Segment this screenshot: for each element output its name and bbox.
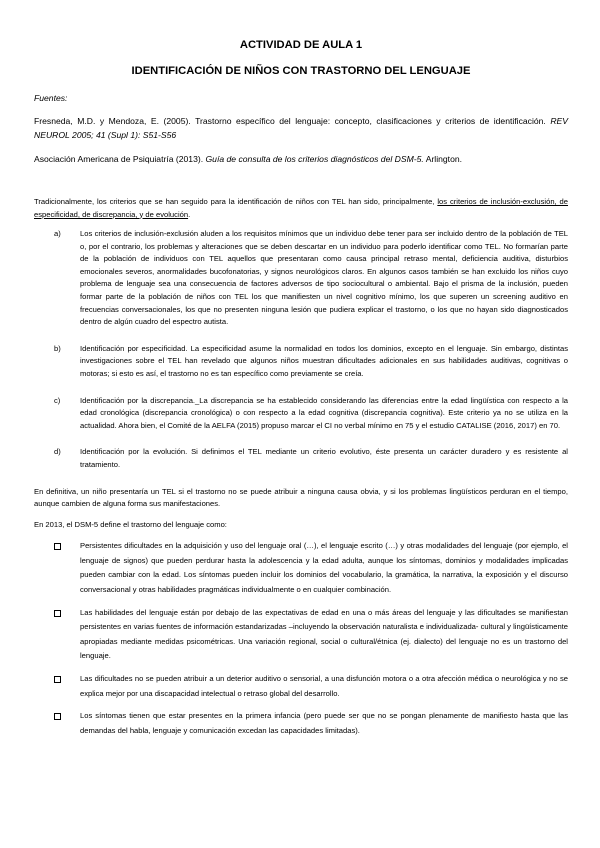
reference-1 bbox=[34, 114, 568, 142]
criteria-text: Identificación por la discrepancia._La discrepancia se ha establecido considerando las diferencias entre la edad lingüística con respecto a la edad cronológica (discrepancia cronológica) o con respecto a la edad cognitiva (discrepancia cognitiva). Este criterio ya no se utiliza en la actualidad. Ahora bien, el Comité de la AELFA (2015) propuso marcar el CI no verbal mínimo en 75 y el estudio CATALISE (2016, 2017) en 70. bbox=[80, 395, 568, 430]
reference-2-title: Guía de consulta de los criterios diagnósticos del DSM-5. bbox=[205, 154, 424, 164]
reference-2-place: Arlington. bbox=[423, 154, 463, 164]
criteria-list bbox=[34, 228, 568, 472]
criteria-marker: d) bbox=[54, 447, 61, 457]
reference-1-journal: REV NEUROL 2005; 41 (Supl 1): S51-S56 bbox=[34, 116, 568, 140]
document-title: ACTIVIDAD DE AULA 1 bbox=[239, 39, 363, 51]
criteria-item bbox=[34, 446, 568, 471]
document-subtitle: IDENTIFICACIÓN DE NIÑOS CON TRASTORNO DEL LENGUAJE bbox=[131, 65, 471, 77]
intro-underlined: los criterios de inclusión-exclusión, de especificidad, de discrepancia, y de evolución bbox=[34, 197, 569, 219]
dsm-criteria-list bbox=[34, 539, 568, 738]
checkbox-bullet-icon bbox=[54, 713, 61, 720]
intro-after: . bbox=[188, 209, 191, 219]
reference-2-authors: Asociación Americana de Psiquiatría (2013). bbox=[34, 154, 206, 164]
criteria-marker: b) bbox=[54, 343, 61, 353]
criteria-marker: a) bbox=[54, 229, 61, 238]
intro-paragraph bbox=[34, 196, 568, 221]
checkbox-bullet-icon bbox=[54, 543, 61, 550]
sources-label: Fuentes: bbox=[34, 93, 68, 103]
checkbox-bullet-icon bbox=[54, 610, 61, 617]
dsm-criteria-item bbox=[34, 606, 568, 664]
dsm-intro: En 2013, el DSM-5 define el trastorno del lenguaje como: bbox=[34, 519, 227, 529]
dsm-criteria-text: Los síntomas tienen que estar presentes en la primera infancia (pero puede ser que no se pongan plenamente de manifiesto hasta que las demandas del habla, lenguaje y comunicación excedan las capacidades limitadas). bbox=[80, 711, 568, 735]
dsm-criteria-item bbox=[34, 539, 568, 597]
conclusion-paragraph: En definitiva, un niño presentaría un TEL si el trastorno no se puede atribuir a ninguna causa obvia, y si los problemas lingüísticos perduran en el tiempo, aunque cambien de alguna forma sus manifestaciones. bbox=[34, 486, 568, 509]
criteria-marker: c) bbox=[54, 395, 61, 405]
reference-2 bbox=[34, 152, 568, 166]
dsm-criteria-item bbox=[34, 672, 568, 701]
checkbox-bullet-icon bbox=[54, 676, 61, 683]
dsm-criteria-item bbox=[34, 709, 568, 738]
document-page bbox=[34, 38, 568, 746]
criteria-item bbox=[34, 343, 568, 381]
dsm-criteria-text: Las dificultades no se pueden atribuir a un deterior auditivo o sensorial, a una disfunción motora o a otra afección médica o neurológica y no se explica mejor por una discapacidad intelectual o retraso global del desarrollo. bbox=[80, 674, 568, 698]
criteria-text: Identificación por especificidad. La especificidad asume la normalidad en todos los dominios, excepto en el lenguaje. Sin embargo, distintas investigaciones sobre el TEL han revelado que algunos niños muestran dificultades adicionales en sus habilidades auditivas, cognitivas o motoras; si esto es así, el trastorno no es tan específico como previamente se creía. bbox=[80, 343, 568, 378]
intro-text: Tradicionalmente, los criterios que se han seguido para la identificación de niños con TEL han sido, principalmente, bbox=[34, 197, 438, 206]
dsm-criteria-text: Las habilidades del lenguaje están por debajo de las expectativas de edad en una o más áreas del lenguaje y las dificultades se manifiestan persistentes en varias fuentes de información estandarizadas –incluyendo la observación naturalista e individualizada- cultural y lingüísticamente apropiadas mediante medidas psicométricas. Una variación regional, social o cultural/étnica (ej. dialecto) del lenguaje no es un trastorno del lenguaje. bbox=[80, 607, 568, 661]
criteria-text: Los criterios de inclusión-exclusión aluden a los requisitos mínimos que un individuo debe tener para ser incluido dentro de la población de TEL o, por el contrario, los problemas y alteraciones que se deben descartar en un individuo para poderlo identificar como TEL. No formarían parte de la población de individuos con TEL aquellos que presentaran como causa principal retraso mental, deficiencia auditiva, disturbios emocionales severos, anormalidades bucofonatorias, y signos neurológicos claros. En algunos casos también se han excluido los niños cuyo problema de lenguaje sea una consecuencia de factores adversos de tipo sociocultural o ambiental. Bajo el prisma de la inclusión, pueden formar parte de la población de niños con TEL los que manifiesten un nivel cognitivo mínimo, los que superen un screening auditivo en frecuencias conversacionales, los que no presenten ninguna lesión que pudiera explicar el trastorno, o los que no hayan sido diagnosticados dentro de algún cuadro del espectro autista. bbox=[80, 229, 568, 327]
criteria-item bbox=[34, 395, 568, 433]
reference-1-authors: Fresneda, M.D. y Mendoza, E. (2005). Trastorno específico del lenguaje: concepto, clasificaciones y criterios de identificación. bbox=[34, 116, 551, 126]
criteria-item bbox=[34, 228, 568, 329]
criteria-text: Identificación por la evolución. Si definimos el TEL mediante un criterio evolutivo, éste presenta un carácter duradero y es resistente al tratamiento. bbox=[80, 447, 568, 469]
dsm-criteria-text: Persistentes dificultades en la adquisición y uso del lenguaje oral (…), el lenguaje escrito (…) y otras modalidades del lenguaje (por ejemplo, el lenguaje de signos) que pueden perdurar hasta la adolescencia y la edad adulta, aunque los síntomas, dominios y modalidades implicadas pueden cambiar con la edad. Los síntomas pueden incluir los dominios del vocabulario, la gramática, la narrativa, la exposición y el discurso conversacional y otras habilidades pragmáticas individualmente o en cualquier combinación. bbox=[80, 541, 568, 595]
